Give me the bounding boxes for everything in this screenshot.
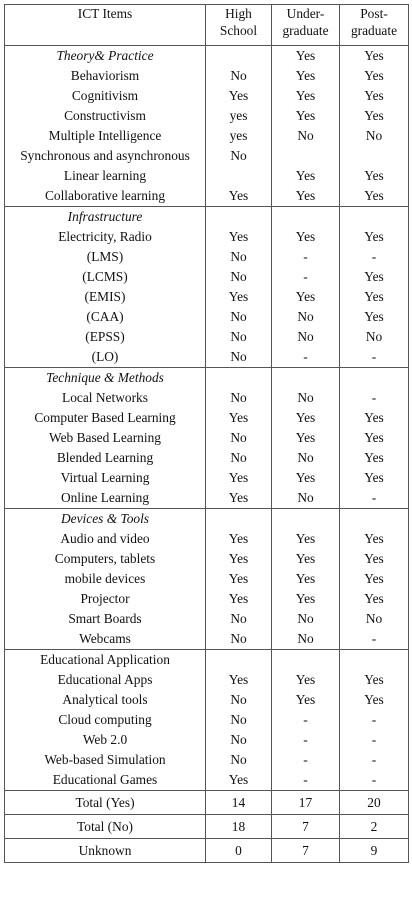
value-high-school: Yes [228,772,249,787]
value-postgraduate: Yes [364,470,384,485]
totals-label: Total (No) [5,815,206,839]
value-undergraduate [272,146,339,166]
value-postgraduate: Yes [364,551,384,566]
section-row [5,207,409,368]
value-high-school [206,509,271,529]
value-high-school: No [230,390,247,405]
value-postgraduate: Yes [364,269,384,284]
value-high-school: No [230,752,247,767]
value-postgraduate: Yes [364,571,384,586]
value-undergraduate: - [303,249,308,264]
totals-label: Unknown [5,839,206,863]
value-postgraduate: - [371,752,377,767]
totals-high-school: 14 [206,791,272,815]
item-label: Constructivism [64,108,146,123]
undergraduate-cell [272,509,340,650]
value-undergraduate: Yes [295,108,316,123]
value-high-school: Yes [228,531,249,546]
value-high-school: No [230,732,247,747]
totals-row [5,815,409,839]
value-high-school: Yes [228,571,249,586]
value-undergraduate: - [303,772,308,787]
section-items-cell [5,368,206,509]
item-label: Electricity, Radio [58,229,152,244]
value-postgraduate: - [371,249,377,264]
value-postgraduate: Yes [364,188,384,203]
item-label: Web 2.0 [82,732,128,747]
value-postgraduate [340,368,408,388]
value-undergraduate [272,368,339,388]
section-title: Educational Application [40,652,170,667]
item-label: Synchronous and asynchronous [20,148,190,163]
high-school-cell [206,207,272,368]
value-undergraduate: No [297,390,314,405]
value-postgraduate: Yes [364,88,384,103]
value-high-school: No [230,631,247,646]
section-row [5,368,409,509]
value-postgraduate: Yes [364,450,384,465]
value-postgraduate: - [371,490,377,505]
item-label: (CAA) [86,309,124,324]
value-undergraduate: - [303,712,308,727]
value-high-school: No [230,329,247,344]
value-high-school: No [230,430,247,445]
value-postgraduate [340,146,408,166]
value-high-school: Yes [228,591,249,606]
value-undergraduate: Yes [295,410,316,425]
item-label: Computers, tablets [54,551,156,566]
value-postgraduate: Yes [364,168,384,183]
value-postgraduate [340,650,408,670]
high-school-cell [206,368,272,509]
item-label: mobile devices [64,571,146,586]
value-high-school: Yes [228,289,249,304]
value-postgraduate: - [371,349,377,364]
value-postgraduate: No [365,611,383,626]
value-high-school: No [230,68,247,83]
value-postgraduate: Yes [364,591,384,606]
totals-undergraduate: 7 [272,839,340,863]
value-undergraduate: Yes [295,591,316,606]
value-postgraduate: Yes [364,430,384,445]
value-high-school: No [230,269,247,284]
value-postgraduate: Yes [364,229,384,244]
item-label: Linear learning [63,168,147,183]
postgraduate-cell [340,207,409,368]
section-title: Devices & Tools [60,511,150,526]
value-high-school: No [230,611,247,626]
header-postgraduate: Post-graduate [340,5,409,46]
totals-label: Total (Yes) [5,791,206,815]
value-undergraduate: No [297,490,314,505]
value-postgraduate: Yes [364,108,384,123]
value-postgraduate: Yes [364,289,384,304]
value-postgraduate: Yes [364,692,384,707]
value-postgraduate: Yes [364,410,384,425]
value-undergraduate: Yes [295,88,316,103]
value-high-school [206,207,271,227]
value-postgraduate [340,207,408,227]
item-label: (LMS) [86,249,124,264]
section-row [5,650,409,791]
value-undergraduate: - [303,269,308,284]
header-undergraduate: Under-graduate [272,5,340,46]
value-undergraduate: No [297,309,314,324]
value-undergraduate: Yes [295,168,316,183]
value-high-school: Yes [228,490,249,505]
undergraduate-cell [272,650,340,791]
postgraduate-cell [340,650,409,791]
item-label: Webcams [79,631,131,646]
totals-body [5,791,409,863]
item-label: Computer Based Learning [34,410,176,425]
value-undergraduate: Yes [295,430,316,445]
section-items-cell [5,46,206,207]
section-title: Technique & Methods [46,370,164,385]
value-undergraduate [272,509,339,529]
value-high-school: yes [229,108,248,123]
value-postgraduate: Yes [364,309,384,324]
value-undergraduate: Yes [295,188,316,203]
value-undergraduate: No [297,631,314,646]
value-postgraduate: - [371,390,377,405]
undergraduate-cell [272,368,340,509]
value-undergraduate: Yes [295,531,316,546]
value-high-school: No [230,349,247,364]
ict-items-table [4,4,409,863]
item-label: Web-based Simulation [44,752,166,767]
item-label: Online Learning [60,490,150,505]
undergraduate-cell [272,207,340,368]
value-high-school: Yes [228,88,249,103]
value-high-school: Yes [228,551,249,566]
value-high-school: Yes [228,410,249,425]
high-school-cell [206,509,272,650]
item-label: (LCMS) [82,269,128,284]
value-undergraduate: No [297,450,314,465]
value-high-school: No [230,712,247,727]
header-row [5,5,409,46]
item-label: Educational Apps [57,672,153,687]
section-title: Theory& Practice [56,48,154,63]
value-postgraduate: Yes [364,531,384,546]
postgraduate-cell [340,509,409,650]
item-label: Projector [80,591,130,606]
value-undergraduate: No [297,611,314,626]
value-undergraduate: - [303,732,308,747]
value-undergraduate: Yes [295,289,316,304]
value-postgraduate: Yes [364,672,384,687]
value-undergraduate: Yes [295,551,316,566]
value-postgraduate: Yes [364,48,384,63]
section-row [5,509,409,650]
totals-high-school: 18 [206,815,272,839]
totals-row [5,791,409,815]
item-label: Blended Learning [56,450,154,465]
item-label: Virtual Learning [60,470,150,485]
value-undergraduate: No [297,128,314,143]
value-undergraduate: Yes [295,229,316,244]
item-label: Educational Games [52,772,158,787]
value-undergraduate: - [303,752,308,767]
value-high-school [206,368,271,388]
item-label: Audio and video [60,531,150,546]
totals-postgraduate: 9 [340,839,409,863]
value-postgraduate: - [371,631,377,646]
value-postgraduate: - [371,732,377,747]
item-label: Web Based Learning [49,430,161,445]
section-title: Infrastructure [67,209,143,224]
value-high-school: Yes [228,229,249,244]
item-label: Local Networks [62,390,148,405]
value-undergraduate: Yes [295,48,316,63]
totals-undergraduate: 17 [272,791,340,815]
item-label: Behaviorism [70,68,140,83]
value-high-school: No [230,692,247,707]
item-label: Analytical tools [62,692,148,707]
postgraduate-cell [340,46,409,207]
totals-row [5,839,409,863]
high-school-cell [206,46,272,207]
item-label: Multiple Intelligence [48,128,162,143]
postgraduate-cell [340,368,409,509]
value-undergraduate: Yes [295,692,316,707]
value-undergraduate: Yes [295,68,316,83]
item-label: (LO) [91,349,119,364]
value-undergraduate [272,650,339,670]
section-items-cell [5,207,206,368]
value-undergraduate [272,207,339,227]
value-undergraduate: - [303,349,308,364]
section-row [5,46,409,207]
value-postgraduate: - [371,712,377,727]
value-postgraduate [340,509,408,529]
value-high-school [206,166,271,186]
totals-postgraduate: 2 [340,815,409,839]
item-label: (EMIS) [84,289,126,304]
totals-high-school: 0 [206,839,272,863]
item-label: Cognitivism [71,88,139,103]
totals-undergraduate: 7 [272,815,340,839]
value-high-school: No [230,450,247,465]
value-high-school: No [230,309,247,324]
header-ict-items: ICT Items [5,5,206,46]
item-label: Smart Boards [68,611,142,626]
section-items-cell [5,650,206,791]
totals-postgraduate: 20 [340,791,409,815]
value-undergraduate: Yes [295,571,316,586]
value-high-school: Yes [228,470,249,485]
high-school-cell [206,650,272,791]
value-undergraduate: No [297,329,314,344]
section-items-cell [5,509,206,650]
undergraduate-cell [272,46,340,207]
item-label: Cloud computing [58,712,152,727]
value-high-school: Yes [228,188,249,203]
value-high-school: No [230,148,247,163]
header-high-school: High School [206,5,272,46]
value-postgraduate: No [365,128,383,143]
value-undergraduate: Yes [295,470,316,485]
value-undergraduate: Yes [295,672,316,687]
value-high-school: No [230,249,247,264]
value-postgraduate: - [371,772,377,787]
item-label: (EPSS) [85,329,125,344]
value-high-school [206,46,271,66]
value-postgraduate: Yes [364,68,384,83]
sections-body [5,46,409,791]
value-postgraduate: No [365,329,383,344]
value-high-school: yes [229,128,248,143]
item-label: Collaborative learning [44,188,166,203]
value-high-school: Yes [228,672,249,687]
value-high-school [206,650,271,670]
